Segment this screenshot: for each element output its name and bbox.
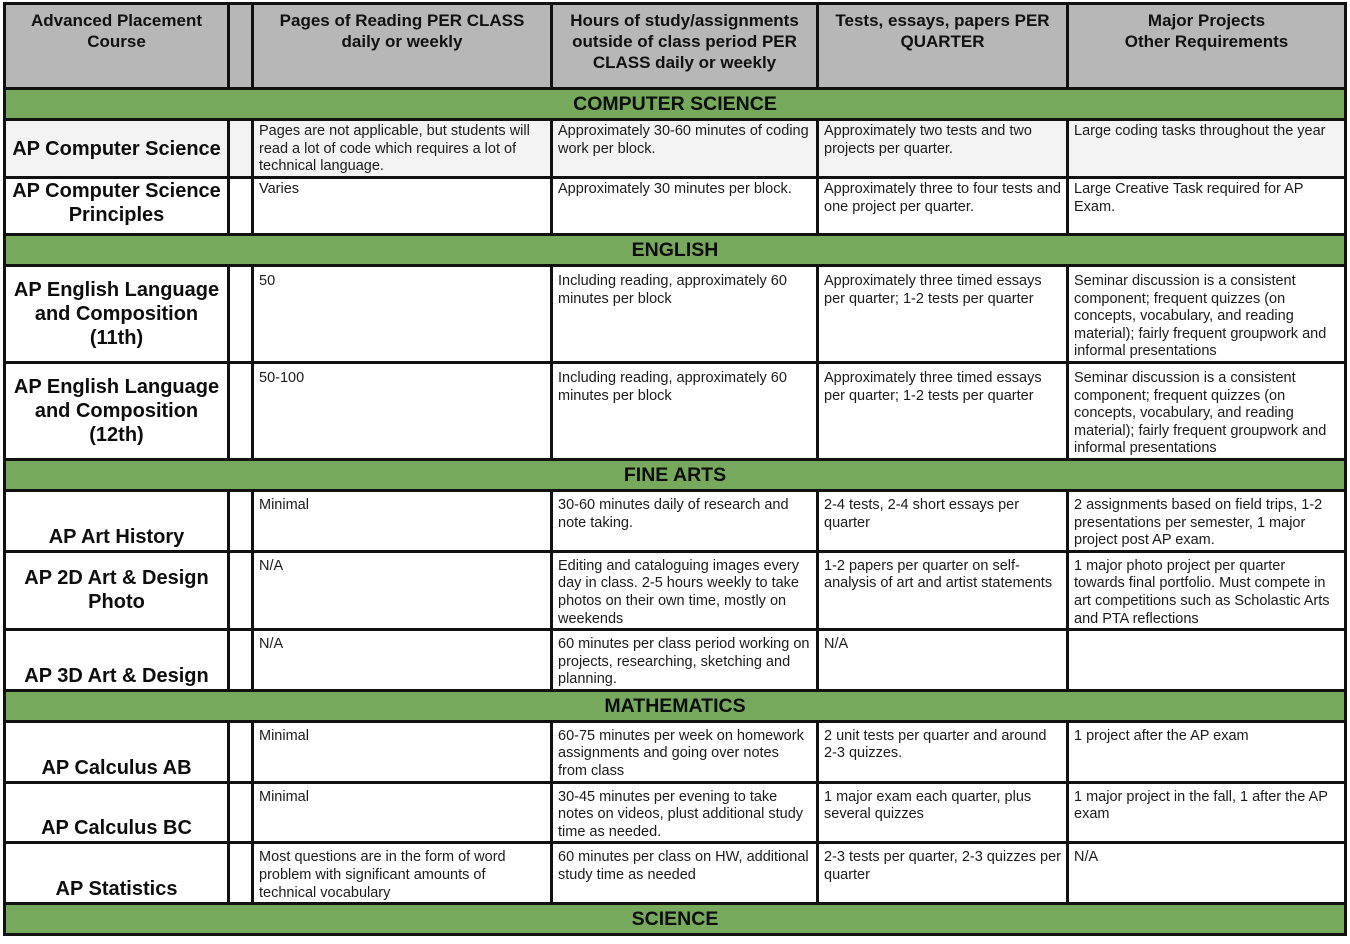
blank-cell — [229, 178, 253, 235]
projects-cell: Seminar discussion is a consistent component; frequent quizzes (on concepts, vocabulary, and reading material); fairly frequent groupwork and informal presentations — [1068, 362, 1346, 459]
header-reading — [253, 4, 552, 89]
blank-cell — [229, 266, 253, 363]
tests-cell: 2-3 tests per quarter, 2-3 quizzes per quarter — [818, 843, 1068, 904]
header-tests-line-1: Tests, essays, papers PER — [835, 11, 1050, 30]
section-title: SCIENCE — [5, 904, 1346, 935]
tests-cell: Approximately three timed essays per quarter; 1-2 tests per quarter — [818, 266, 1068, 363]
reading-cell: Minimal — [253, 490, 552, 551]
blank-cell — [229, 490, 253, 551]
hours-cell: Editing and cataloguing images every day in class. 2-5 hours weekly to take photos on their own time, mostly on weekends — [552, 551, 818, 629]
table-row — [5, 782, 1346, 843]
ap-course-workload-table — [3, 2, 1347, 936]
header-course — [5, 4, 229, 89]
section-row-fine-arts — [5, 459, 1346, 490]
hours-cell: Approximately 30 minutes per block. — [552, 178, 818, 235]
header-tests-line-2: QUARTER — [900, 32, 985, 51]
reading-cell: 50 — [253, 266, 552, 363]
blank-cell — [229, 120, 253, 178]
section-title: ENGLISH — [5, 235, 1346, 266]
header-row — [5, 4, 1346, 89]
hours-cell: 60 minutes per class on HW, additional study time as needed — [552, 843, 818, 904]
table-row — [5, 630, 1346, 691]
header-projects-line-2: Other Requirements — [1124, 32, 1289, 51]
header-tests — [818, 4, 1068, 89]
table-row — [5, 843, 1346, 904]
header-projects-line-1: Major Projects — [1147, 11, 1266, 30]
reading-cell: 50-100 — [253, 362, 552, 459]
blank-cell — [229, 362, 253, 459]
section-row-science — [5, 904, 1346, 935]
reading-cell: N/A — [253, 630, 552, 691]
header-hours-line-3: CLASS daily or weekly — [592, 53, 777, 72]
projects-cell: Large coding tasks throughout the year — [1068, 120, 1346, 178]
projects-cell: 2 assignments based on field trips, 1-2 presentations per semester, 1 major project post AP exam. — [1068, 490, 1346, 551]
section-row-english — [5, 235, 1346, 266]
course-name: AP Art History — [5, 490, 229, 551]
reading-cell: Most questions are in the form of word problem with significant amounts of technical vocabulary — [253, 843, 552, 904]
table-row — [5, 266, 1346, 363]
table-row — [5, 551, 1346, 629]
projects-cell: Seminar discussion is a consistent component; frequent quizzes (on concepts, vocabulary, and reading material); fairly frequent groupwork and informal presentations — [1068, 266, 1346, 363]
course-name: AP Computer Science Principles — [5, 178, 229, 235]
reading-cell: Varies — [253, 178, 552, 235]
header-reading-line-1: Pages of Reading PER CLASS — [279, 11, 525, 30]
reading-cell: Pages are not applicable, but students will read a lot of code which requires a lot of technical language. — [253, 120, 552, 178]
hours-cell: 60-75 minutes per week on homework assignments and going over notes from class — [552, 721, 818, 782]
section-title: MATHEMATICS — [5, 690, 1346, 721]
course-name: AP Calculus BC — [5, 782, 229, 843]
projects-cell — [1068, 630, 1346, 691]
course-name: AP English Language and Composition (12th) — [5, 362, 229, 459]
course-name: AP English Language and Composition (11th) — [5, 266, 229, 363]
hours-cell: 30-45 minutes per evening to take notes on videos, plust additional study time as needed. — [552, 782, 818, 843]
header-course-line-2: Course — [87, 32, 146, 51]
hours-cell: Including reading, approximately 60 minutes per block — [552, 362, 818, 459]
blank-cell — [229, 843, 253, 904]
reading-cell: N/A — [253, 551, 552, 629]
projects-cell: 1 major project in the fall, 1 after the AP exam — [1068, 782, 1346, 843]
blank-cell — [229, 630, 253, 691]
section-row-computer-science — [5, 89, 1346, 120]
blank-cell — [229, 721, 253, 782]
section-row-mathematics — [5, 690, 1346, 721]
projects-cell: Large Creative Task required for AP Exam. — [1068, 178, 1346, 235]
header-reading-line-2: daily or weekly — [341, 32, 463, 51]
hours-cell: Approximately 30-60 minutes of coding work per block. — [552, 120, 818, 178]
blank-cell — [229, 782, 253, 843]
course-name: AP 2D Art & Design Photo — [5, 551, 229, 629]
table-row — [5, 490, 1346, 551]
table-row — [5, 178, 1346, 235]
header-hours-line-1: Hours of study/assignments — [570, 11, 799, 30]
table-row — [5, 120, 1346, 178]
reading-cell: Minimal — [253, 782, 552, 843]
reading-cell: Minimal — [253, 721, 552, 782]
blank-cell — [229, 551, 253, 629]
tests-cell: Approximately three to four tests and one project per quarter. — [818, 178, 1068, 235]
header-hours-line-2: outside of class period PER — [572, 32, 797, 51]
table-row — [5, 721, 1346, 782]
header-hours — [552, 4, 818, 89]
hours-cell: 60 minutes per class period working on projects, researching, sketching and planning. — [552, 630, 818, 691]
tests-cell: 2-4 tests, 2-4 short essays per quarter — [818, 490, 1068, 551]
projects-cell: 1 major photo project per quarter towards final portfolio. Must compete in art competitions such as Scholastic Arts and PTA reflections — [1068, 551, 1346, 629]
tests-cell: N/A — [818, 630, 1068, 691]
section-title: FINE ARTS — [5, 459, 1346, 490]
projects-cell: 1 project after the AP exam — [1068, 721, 1346, 782]
projects-cell: N/A — [1068, 843, 1346, 904]
tests-cell: 2 unit tests per quarter and around 2-3 quizzes. — [818, 721, 1068, 782]
header-blank — [229, 4, 253, 89]
tests-cell: 1 major exam each quarter, plus several quizzes — [818, 782, 1068, 843]
course-name: AP Statistics — [5, 843, 229, 904]
tests-cell: 1-2 papers per quarter on self-analysis of art and artist statements — [818, 551, 1068, 629]
table-row — [5, 362, 1346, 459]
hours-cell: 30-60 minutes daily of research and note taking. — [552, 490, 818, 551]
tests-cell: Approximately three timed essays per quarter; 1-2 tests per quarter — [818, 362, 1068, 459]
course-name: AP 3D Art & Design — [5, 630, 229, 691]
course-name: AP Computer Science — [5, 120, 229, 178]
section-title: COMPUTER SCIENCE — [5, 89, 1346, 120]
tests-cell: Approximately two tests and two projects per quarter. — [818, 120, 1068, 178]
header-course-line-1: Advanced Placement — [30, 11, 202, 30]
hours-cell: Including reading, approximately 60 minutes per block — [552, 266, 818, 363]
course-name: AP Calculus AB — [5, 721, 229, 782]
header-projects — [1068, 4, 1346, 89]
